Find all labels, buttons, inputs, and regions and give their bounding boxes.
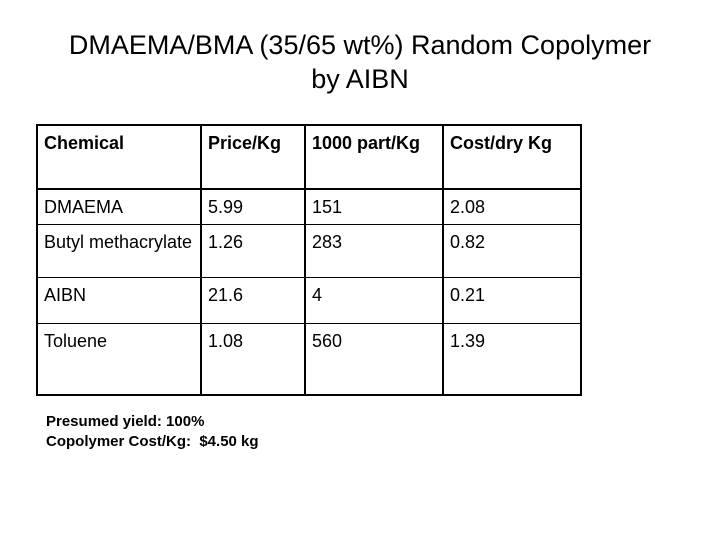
cell-price: 21.6 (201, 278, 305, 324)
header-chemical: Chemical (37, 125, 201, 189)
copolymer-cost-note: Copolymer Cost/Kg: $4.50 kg (46, 433, 259, 450)
cell-parts: 283 (305, 225, 443, 278)
cell-parts: 4 (305, 278, 443, 324)
table-header-row (37, 125, 581, 189)
cell-price: 5.99 (201, 189, 305, 225)
cell-cost: 1.39 (443, 324, 581, 396)
cell-parts: 151 (305, 189, 443, 225)
table-row (37, 324, 581, 396)
cost-table (36, 124, 582, 396)
title-line-2: by AIBN (311, 64, 409, 94)
table-row (37, 225, 581, 278)
cost-notes (46, 412, 259, 452)
cell-cost: 0.82 (443, 225, 581, 278)
header-cost: Cost/dry Kg (443, 125, 581, 189)
slide-title (0, 28, 720, 96)
cell-cost: 2.08 (443, 189, 581, 225)
cell-price: 1.26 (201, 225, 305, 278)
header-price: Price/Kg (201, 125, 305, 189)
header-parts: 1000 part/Kg (305, 125, 443, 189)
cell-cost: 0.21 (443, 278, 581, 324)
table-row (37, 278, 581, 324)
cell-price: 1.08 (201, 324, 305, 396)
cell-chemical: Toluene (37, 324, 201, 396)
cell-parts: 560 (305, 324, 443, 396)
cell-chemical: DMAEMA (37, 189, 201, 225)
title-line-1: DMAEMA/BMA (35/65 wt%) Random Copolymer (68, 30, 652, 60)
yield-note: Presumed yield: 100% (46, 413, 205, 430)
cell-chemical: AIBN (37, 278, 201, 324)
cell-chemical: Butyl methacrylate (37, 225, 201, 278)
table-row (37, 189, 581, 225)
